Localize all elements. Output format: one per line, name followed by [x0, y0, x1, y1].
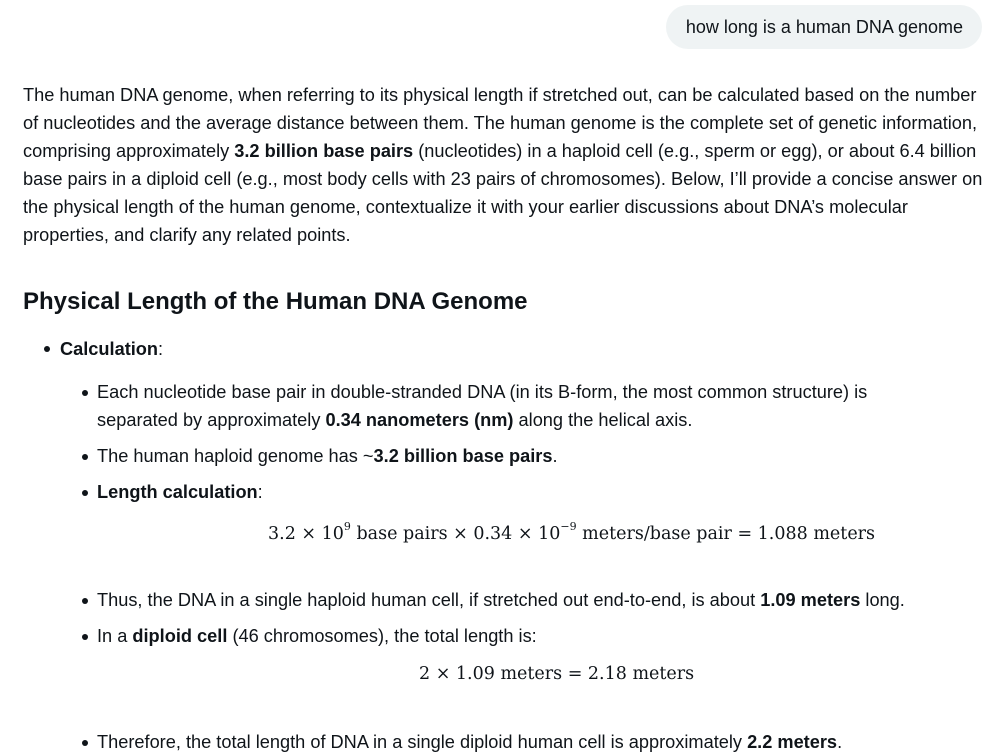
list-item-text: Therefore, the total length of DNA in a single diploid human cell is approximately [97, 732, 748, 752]
equation-diploid-length [419, 664, 694, 684]
equation-part: 2 × 1.09 meters = 2.18 meters [419, 664, 695, 684]
colon: : [257, 482, 263, 502]
bullet-dot [82, 390, 88, 396]
intro-text-continued: (nucleotides) in a haploid cell (e.g., sperm or egg), or about 6.4 billion base pairs in a diploid cell (e.g., most body cells with 23 pairs of chromosomes). Below, I’ll provide a concise answer on the physical length of the human genome, contextualize it with your earlier discussions about DNA’s molecular properties, and clarify any related points. [23, 141, 983, 245]
calculation-label: Calculation [60, 339, 159, 359]
equation-haploid-length [268, 522, 875, 544]
list-item-text: . [552, 446, 558, 466]
equation-part: meters/base pair = 1.088 meters [576, 523, 876, 544]
user-message-text: how long is a human DNA genome [685, 17, 963, 37]
bullet-dot [82, 740, 88, 746]
section-heading: Physical Length of the Human DNA Genome [23, 288, 528, 315]
equation-part: 3.2 × 10 [268, 523, 344, 544]
equation-part: base pairs × 0.34 × 10 [350, 523, 561, 544]
bullet-dot [44, 346, 50, 352]
list-item-calculation [60, 335, 163, 363]
list-item-diploid-cell [97, 622, 537, 650]
list-item-bold: Length calculation [97, 482, 258, 502]
list-item-bold: 2.2 meters [747, 732, 838, 752]
equation-exponent: 9 [343, 520, 351, 533]
bullet-dot [82, 634, 88, 640]
list-item-text: Thus, the DNA in a single haploid human cell, if stretched out end-to-end, is about [97, 590, 761, 610]
bullet-dot [82, 598, 88, 604]
intro-bold-text: 3.2 billion base pairs [234, 141, 414, 161]
colon: : [158, 339, 164, 359]
list-item-haploid-genome [97, 442, 558, 470]
list-item-text: long. [860, 590, 905, 610]
bullet-dot [82, 490, 88, 496]
list-item-bold: 3.2 billion base pairs [373, 446, 553, 466]
list-item-text: (46 chromosomes), the total length is: [227, 626, 537, 646]
intro-paragraph [23, 81, 983, 249]
list-item-bold: diploid cell [132, 626, 228, 646]
equation-exponent: −9 [560, 520, 577, 533]
list-item-bold: 1.09 meters [760, 590, 861, 610]
user-message-bubble [666, 5, 982, 49]
list-item-text: along the helical axis. [513, 410, 693, 430]
bullet-dot [82, 454, 88, 460]
list-item-base-pair-spacing-line2 [97, 406, 692, 434]
list-item-haploid-result [97, 586, 905, 614]
list-item-text: The human haploid genome has ~ [97, 446, 374, 466]
list-item-base-pair-spacing [97, 378, 867, 406]
list-item-length-calculation [97, 478, 263, 506]
list-item-text: Each nucleotide base pair in double-stranded DNA (in its B-form, the most common structure) is [97, 382, 868, 402]
list-item-text: In a [97, 626, 133, 646]
list-item-text: . [837, 732, 843, 752]
list-item-text: separated by approximately [97, 410, 326, 430]
assistant-response [23, 81, 983, 249]
intro-text: The human DNA genome, when referring to its physical length if stretched out, can be calculated based on the number of nucleotides and the average distance between them. The human genome is the complete set of genetic information, comprising approximately [23, 85, 978, 161]
list-item-diploid-result [97, 728, 842, 756]
list-item-bold: 0.34 nanometers (nm) [325, 410, 514, 430]
